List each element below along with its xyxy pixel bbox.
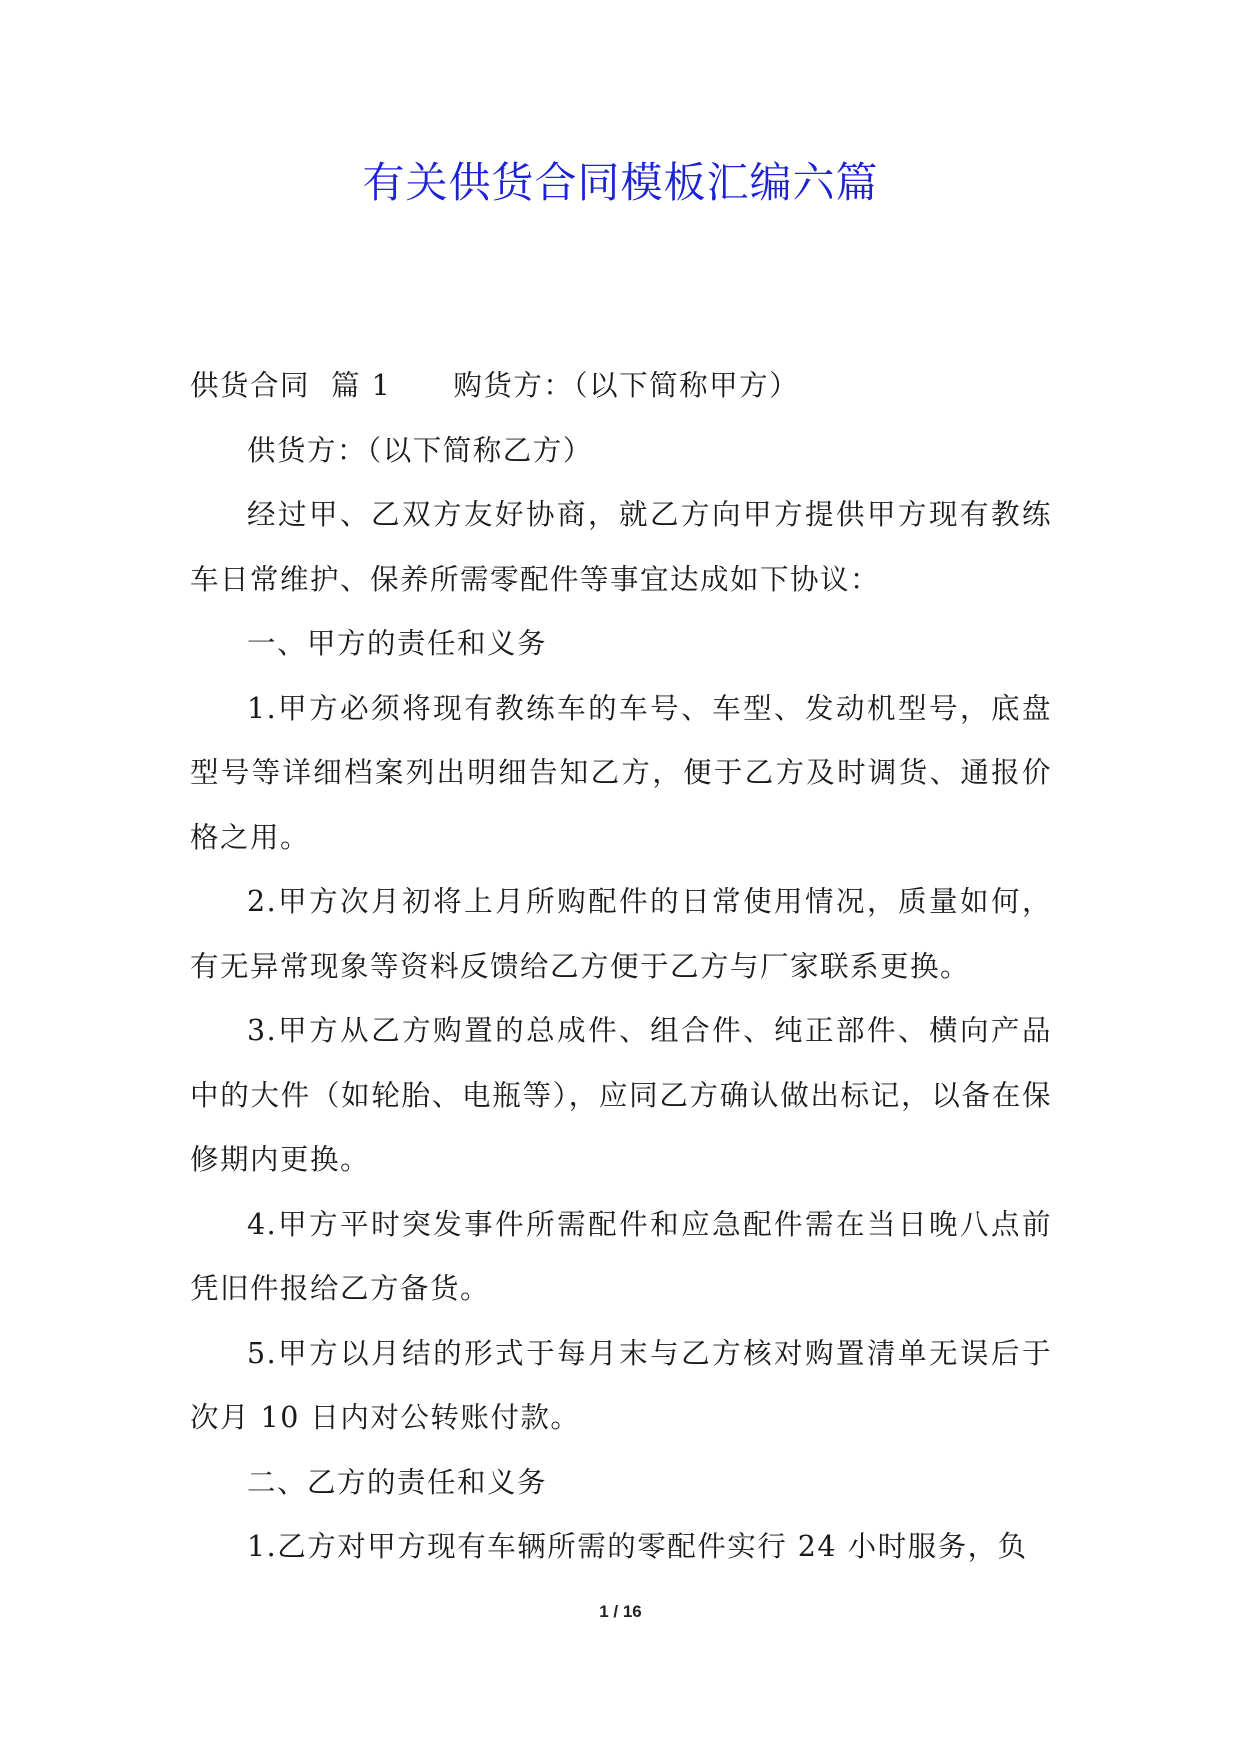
page-indicator: 1 / 16 xyxy=(599,1602,642,1621)
section-label: 供货合同 篇 1 xyxy=(190,369,392,402)
document-title: 有关供货合同模板汇编六篇 xyxy=(362,158,879,207)
clause-a-4: 4.甲方平时突发事件所需配件和应急配件需在当日晚八点前凭旧件报给乙方备货。 xyxy=(190,1207,1052,1305)
buyer-line: 购货方：（以下简称甲方） xyxy=(453,369,800,402)
paragraph-intro: 经过甲、乙双方友好协商，就乙方向甲方提供甲方现有教练车日常维护、保养所需零配件等事宜达成如下协议： xyxy=(190,498,1052,596)
paragraph-header-line xyxy=(190,354,1052,419)
clause-a-2: 2.甲方次月初将上月所购配件的日常使用情况，质量如何，有无异常现象等资料反馈给乙方便于乙方与厂家联系更换。 xyxy=(190,885,1052,983)
paragraph-supplier: 供货方：（以下简称乙方） xyxy=(247,433,593,467)
clause-a-5: 5.甲方以月结的形式于每月末与乙方核对购置清单无误后于次月 10 日内对公转账付款。 xyxy=(190,1336,1052,1434)
clause-b-1: 1.乙方对甲方现有车辆所需的零配件实行 24 小时服务，负 xyxy=(247,1530,1028,1563)
section-heading-party-a: 一、甲方的责任和义务 xyxy=(247,627,548,660)
document-body xyxy=(190,354,1052,1580)
clause-a-1: 1.甲方必须将现有教练车的车号、车型、发动机型号，底盘型号等详细档案列出明细告知乙方，便于乙方及时调货、通报价格之用。 xyxy=(190,691,1052,854)
section-heading-party-b: 二、乙方的责任和义务 xyxy=(247,1465,548,1499)
clause-a-3: 3.甲方从乙方购置的总成件、组合件、纯正部件、横向产品中的大件（如轮胎、电瓶等），应同乙方确认做出标记，以备在保修期内更换。 xyxy=(190,1014,1052,1176)
